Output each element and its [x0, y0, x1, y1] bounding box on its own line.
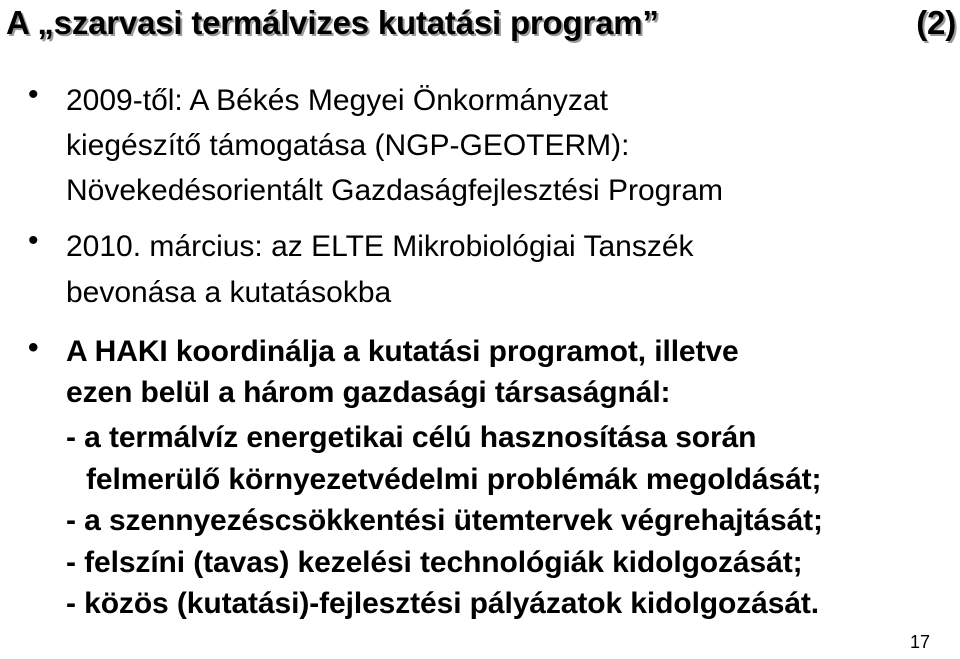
sub-item-line: - a szennyezéscsökkentési ütemtervek végrehajtását; [66, 504, 823, 537]
bullet-line: kiegészítő támogatása (NGP-GEOTERM): [66, 129, 630, 162]
bullet-item [28, 224, 694, 316]
bullet-line: 2009-től: A Békés Megyei Önkormányzat [66, 84, 608, 117]
slide-title-number: (2) [916, 4, 956, 41]
bullet-line: A HAKI koordinálja a kutatási programot, illetve [66, 335, 739, 368]
sub-item-line: felmerülő környezetvédelmi problémák megoldását; [86, 462, 822, 496]
bullet-line: bevonása a kutatásokba [66, 276, 392, 309]
bullet-dot-icon: • [28, 78, 39, 111]
bullet-dot-icon: • [28, 331, 39, 364]
bullet-line: ezen belül a három gazdasági társaságnál: [66, 376, 671, 409]
page-number: 17 [909, 632, 930, 652]
bullet-line: Növekedésorientált Gazdaságfejlesztési Program [66, 174, 723, 207]
bullet-item [28, 78, 723, 213]
bullet-item [28, 331, 739, 413]
slide-title-text: A „szarvasi termálvizes kutatási program” [6, 4, 659, 41]
sub-item-line: - közös (kutatási)-fejlesztési pályázatok kidolgozását. [66, 587, 820, 620]
slide-title [6, 4, 956, 42]
sub-item-list [66, 417, 823, 625]
bullet-line: 2010. március: az ELTE Mikrobiológiai Tanszék [66, 230, 694, 263]
sub-item-line: - felszíni (tavas) kezelési technológiák kidolgozását; [66, 545, 803, 579]
sub-item-line: - a termálvíz energetikai célú hasznosítása során [66, 421, 757, 454]
bullet-dot-icon: • [28, 224, 39, 257]
